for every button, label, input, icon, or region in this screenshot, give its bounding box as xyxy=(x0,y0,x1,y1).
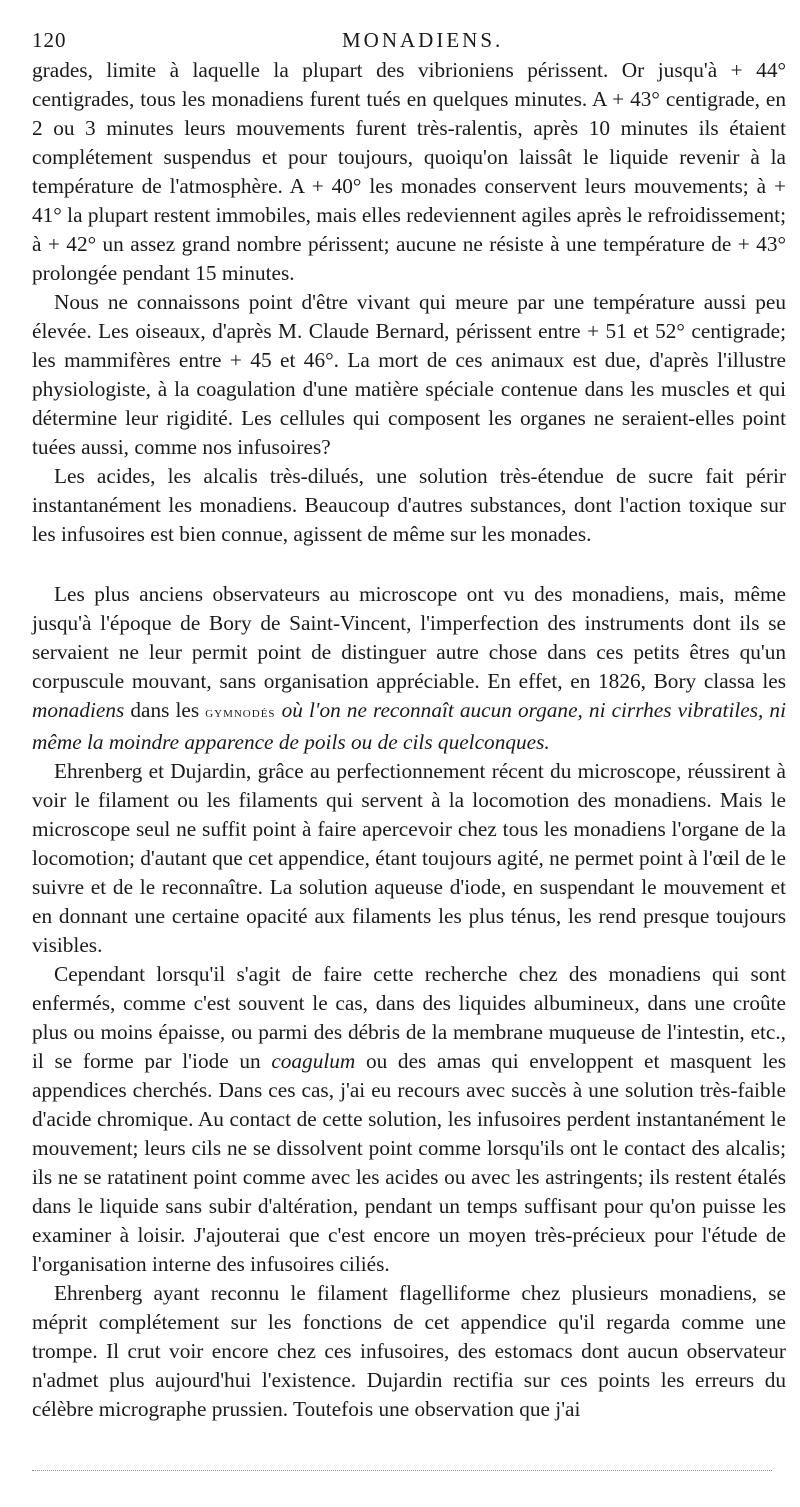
italic-term: monadiens xyxy=(32,698,125,722)
section-temperature xyxy=(32,56,786,549)
paragraph: Nous ne connaissons point d'être vivant qui meure par une température aussi peu élevée. Les oiseaux, d'après M. Claude Bernard, périssent entre + 51 et 52° centigrade; les mammifères entre + 45 et 46°. La mort de ces animaux est due, d'après l'illustre physiologiste, à la coagulation d'une matière spéciale contenue dans les muscles et qui détermine leur rigidité. Les cellules qui composent les organes ne seraient-elles point tuées aussi, comme nos infusoires? xyxy=(32,290,786,459)
italic-quote: où l'on ne reconnaît aucun organe, ni cirrhes vibratiles, ni même la moindre apparence de poils ou de cils quelconques. xyxy=(32,698,786,754)
paragraph: Ehrenberg et Dujardin, grâce au perfectionnement récent du microscope, réussirent à voir le filament ou les filaments qui servent à la locomotion des monadiens. Mais le microscope seul ne suffit point à faire apercevoir chez tous les monadiens l'organe de la locomotion; d'autant que cet appendice, étant toujours agité, ne permet point à l'œil de le suivre et de le reconnaître. La solution aqueuse d'iode, en suspendant le mouvement et en donnant une certaine opacité aux filaments les plus ténus, les rend presque toujours visibles. xyxy=(32,759,787,957)
paragraph: grades, limite à laquelle la plupart des vibrioniens périssent. Or jusqu'à + 44° centigrades, tous les monadiens furent tués en quelques minutes. A + 43° centigrade, en 2 ou 3 minutes leurs mouvements furent très-ralentis, après 10 minutes ils étaient complétement suspendus et pour toujours, quoiqu'on laissât le liquide revenir à la température de l'atmosphère. A + 40° les monades conservent leurs mouvements; à + 41° la plupart restent immobiles, mais elles redeviennent agiles après le refroidissement; à + 42° un assez grand nombre périssent; aucune ne résiste à une température de + 43° prolongée pendant 15 minutes. xyxy=(32,58,786,285)
page-number: 120 xyxy=(32,28,67,52)
italic-term: coagulum xyxy=(271,1049,356,1073)
paragraph: Les acides, les alcalis très-dilués, une solution très-étendue de sucre fait périr instantanément les monadiens. Beaucoup d'autres substances, dont l'action toxique sur les infusoires est bien connue, agissent de même sur les monades. xyxy=(32,464,786,546)
paragraph: Ehrenberg ayant reconnu le filament flagelliforme chez plusieurs monadiens, se méprit complétement sur les fonctions de cet appendice qu'il regarda comme une trompe. Il crut voir encore chez ces infusoires, des estomacs dont aucun observateur n'admet plus aujourd'hui l'existence. Dujardin rectifia sur ces points les erreurs du célèbre micrographe prussien. Toutefois une observation que j'ai xyxy=(32,1281,786,1421)
small-caps-term: gymnodés xyxy=(205,705,276,721)
text-run: ou des amas qui enveloppent et masquent les appendices cherchés. Dans ces cas, j'ai eu recours avec succès à une solution très-faible d'acide chromique. Au contact de cette solution, les infusoires perdent instantanément le mouvement; leurs cils ne se dissolvent point comme lorsqu'ils ont le contact des alcalis; ils ne se ratatinent point comme avec les acides ou avec les astringents; ils restent étalés dans le liquide sans subir d'altération, pendant un temps suffisant pour qu'on puisse les examiner à loisir. J'ajouterai que c'est encore un moyen très-précieux pour l'étude de l'organisation interne des infusoires ciliés. xyxy=(32,1049,786,1276)
paragraph xyxy=(32,960,786,1279)
section-observers xyxy=(32,580,786,1424)
text-run: Les plus anciens observateurs au microscope ont vu des monadiens, mais, même jusqu'à l'époque de Bory de Saint-Vincent, l'imperfection des instruments dont ils se servaient ne leur permit point de distinguer autre chose dans ces petits êtres qu'un corpuscule mouvant, sans organisation appréciable. En effet, en 1826, Bory classa les xyxy=(32,582,786,693)
footer-rule xyxy=(32,1470,772,1471)
paragraph xyxy=(32,580,786,757)
section-break xyxy=(32,549,786,580)
text-run: Cependant lorsqu'il s'agit de faire cette recherche chez des monadiens qui sont enfermés, comme c'est souvent le cas, dans des liquides albumineux, dans une croûte plus ou moins épaisse, ou parmi des débris de la membrane muqueuse de l'intestin, etc., il se forme par l'iode un xyxy=(32,962,786,1073)
page-header xyxy=(32,22,786,56)
text-run: dans les xyxy=(124,698,206,722)
running-title: MONADIENS. xyxy=(342,28,504,52)
